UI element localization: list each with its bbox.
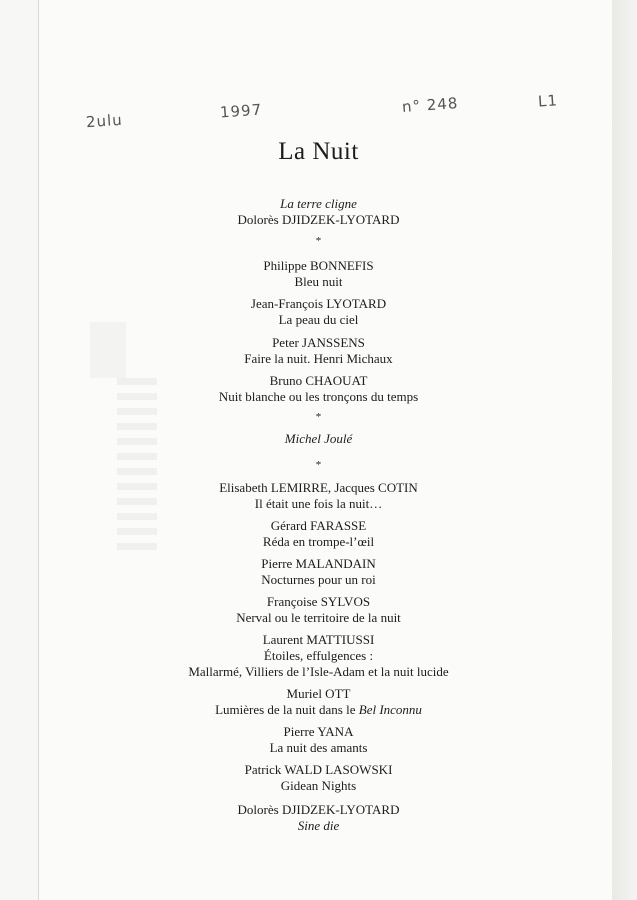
- separator-star: *: [315, 235, 322, 247]
- entry-title: La nuit des amants: [269, 740, 368, 755]
- entry-author: Bruno CHAOUAT: [269, 373, 368, 388]
- entry-title-line2: Mallarmé, Villiers de l’Isle-Adam et la nuit lucide: [188, 664, 449, 679]
- entry-author: Pierre MALANDAIN: [261, 556, 376, 571]
- entry-author: Philippe BONNEFIS: [263, 258, 374, 273]
- entry-author: Jean-François LYOTARD: [250, 296, 387, 311]
- entry-title-prefix: Lumières de la nuit dans le: [215, 702, 356, 717]
- toc-entry: [0, 594, 637, 626]
- toc-entry: [0, 518, 637, 550]
- intro-author: Dolorès DJIDZEK-LYOTARD: [237, 212, 400, 227]
- toc-entry: [0, 762, 637, 794]
- dedication: Michel Joulé: [284, 431, 353, 446]
- entry-title: La peau du ciel: [278, 312, 359, 327]
- toc-entry: [0, 724, 637, 756]
- entry-author: Dolorès DJIDZEK-LYOTARD: [237, 802, 400, 817]
- intro-title: La terre cligne: [280, 196, 357, 211]
- entry-author: Muriel OTT: [286, 686, 351, 701]
- entry-title-line1: Étoiles, effulgences :: [263, 648, 374, 663]
- toc-entry: [0, 686, 637, 718]
- entry-title: Réda en trompe-l’œil: [262, 534, 375, 549]
- entry-author: Peter JANSSENS: [272, 335, 365, 350]
- handwritten-note-right: L1: [537, 91, 559, 111]
- handwritten-number: n° 248: [401, 94, 459, 116]
- toc-entry: [0, 335, 637, 367]
- entry-title: Nerval ou le territoire de la nuit: [236, 610, 401, 625]
- entry-title: Nuit blanche ou les tronçons du temps: [218, 389, 419, 404]
- entry-author: Françoise SYLVOS: [266, 594, 371, 609]
- toc-entry: [0, 556, 637, 588]
- entry-author: Gérard FARASSE: [270, 518, 367, 533]
- handwritten-year: 1997: [219, 100, 263, 122]
- toc-entry: [0, 258, 637, 290]
- toc-entry: [0, 802, 637, 834]
- entry-author: Elisabeth LEMIRRE, Jacques COTIN: [219, 480, 418, 495]
- entry-title: Faire la nuit. Henri Michaux: [244, 351, 393, 366]
- separator-star: *: [315, 411, 322, 423]
- entry-title: Il était une fois la nuit…: [254, 496, 383, 511]
- entry-title-italic: Bel Inconnu: [358, 702, 422, 717]
- entry-title: Gidean Nights: [280, 778, 357, 793]
- toc-entry: [0, 632, 637, 680]
- entry-title: Sine die: [297, 818, 340, 833]
- entry-title: Nocturnes pour un roi: [261, 572, 376, 587]
- toc-entry: [0, 296, 637, 328]
- intro-entry: [0, 196, 637, 228]
- entry-author: Laurent MATTIUSSI: [262, 632, 375, 647]
- toc-entry: [0, 480, 637, 512]
- separator-star: *: [315, 459, 322, 471]
- handwritten-note-left: 2ulu: [85, 110, 124, 132]
- entry-title: [0, 702, 637, 718]
- page-title: La Nuit: [278, 138, 359, 165]
- toc-entry: [0, 373, 637, 405]
- entry-author: Patrick WALD LASOWSKI: [244, 762, 393, 777]
- entry-title: Bleu nuit: [294, 274, 343, 289]
- entry-author: Pierre YANA: [283, 724, 354, 739]
